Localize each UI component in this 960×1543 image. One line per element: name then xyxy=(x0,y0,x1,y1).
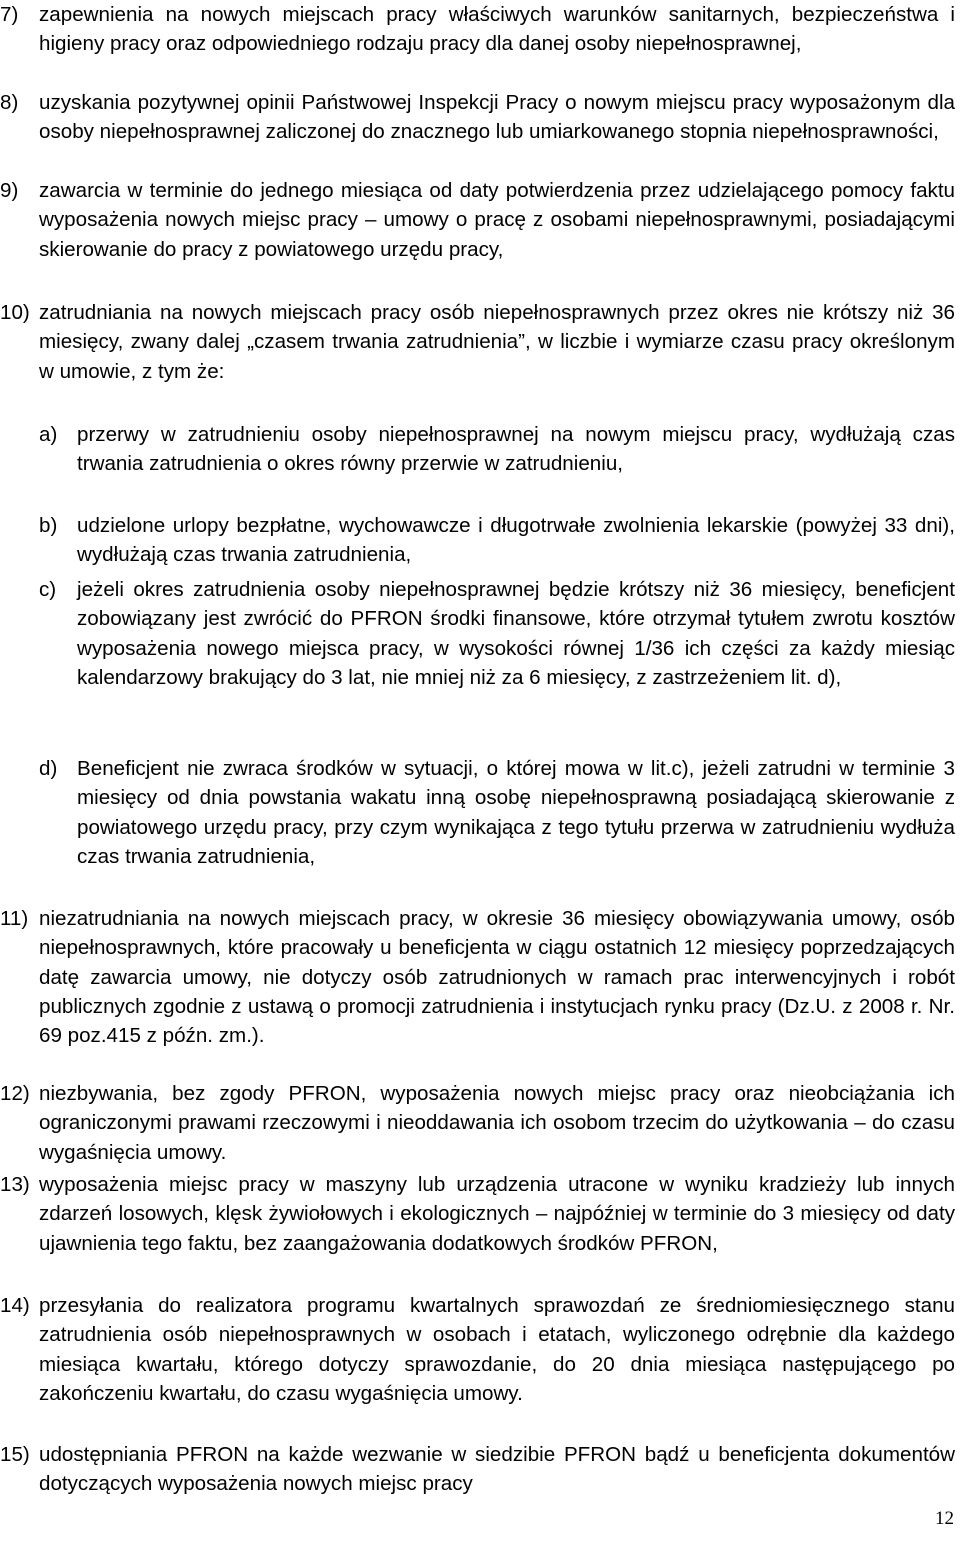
list-item-text: zatrudniania na nowych miejscach pracy osób niepełnosprawnych przez okres nie krótszy niż 36 miesięcy, zwany dalej „czasem trwania zatrudnienia”, w liczbie i wymiarze czasu pracy określonym w umowie, z tym że: xyxy=(39,301,955,383)
sub-item-a xyxy=(39,420,955,479)
list-item-number: 11) xyxy=(0,907,29,930)
list-item-10 xyxy=(0,298,955,386)
list-item-letter: d) xyxy=(39,757,58,780)
list-item-number: 13) xyxy=(0,1173,30,1196)
list-item-13 xyxy=(0,1170,955,1258)
list-item-text: uzyskania pozytywnej opinii Państwowej Inspekcji Pracy o nowym miejscu pracy wyposażonym dla osoby niepełnosprawnej zaliczonej do znacznego lub umiarkowanego stopnia niepełnosprawności, xyxy=(39,91,955,144)
list-item-text: zawarcia w terminie do jednego miesiąca od daty potwierdzenia przez udzielającego pomocy faktu wyposażenia nowych miejsc pracy – umowy o pracę z osobami niepełnosprawnymi, posiadającymi skierowanie do pracy z powiatowego urzędu pracy, xyxy=(39,179,955,261)
sub-item-b xyxy=(39,511,955,570)
list-item-text: Beneficjent nie zwraca środków w sytuacji, o której mowa w lit.c), jeżeli zatrudni w terminie 3 miesięcy od dnia powstania wakatu inną osobę niepełnosprawną posiadającą skierowanie z powiatowego urzędu pracy, przy czym wynikająca z tego tytułu przerwa w zatrudnieniu wydłuża czas trwania zatrudnienia, xyxy=(77,757,955,868)
list-item-text: jeżeli okres zatrudnienia osoby niepełnosprawnej będzie krótszy niż 36 miesięcy, beneficjent zobowiązany jest zwrócić do PFRON środki finansowe, które otrzymał tytułem zwrotu kosztów wyposażenia nowego miejsca pracy, w wysokości równej 1/36 ich części za każdy miesiąc kalendarzowy brakujący do 3 lat, nie mniej niż za 6 miesięcy, z zastrzeżeniem lit. d), xyxy=(77,578,955,689)
list-item-letter: c) xyxy=(39,578,57,601)
list-item-text: udostępniania PFRON na każde wezwanie w siedzibie PFRON bądź u beneficjenta dokumentów dotyczących wyposażenia nowych miejsc pracy xyxy=(39,1443,955,1496)
list-item-text: niezatrudniania na nowych miejscach pracy, w okresie 36 miesięcy obowiązywania umowy, osób niepełnosprawnych, które pracowały u beneficjenta w ciągu ostatnich 12 miesięcy poprzedzających datę zawarcia umowy, nie dotyczy osób zatrudnionych w ramach prac interwencyjnych i robót publicznych zgodnie z ustawą o promocji zatrudnienia i instytucjach rynku pracy (Dz.U. z 2008 r. Nr. 69 poz.415 z późn. zm.). xyxy=(39,907,955,1048)
list-item-14 xyxy=(0,1291,955,1408)
list-item-text: zapewnienia na nowych miejscach pracy właściwych warunków sanitarnych, bezpieczeństwa i higieny pracy oraz odpowiedniego rodzaju pracy dla danej osoby niepełnosprawnej, xyxy=(39,3,955,56)
list-item-8 xyxy=(0,88,955,147)
list-item-text: przesyłania do realizatora programu kwartalnych sprawozdań ze średniomiesięcznego stanu zatrudnienia osób niepełnosprawnych w osobach i etatach, wyliczonego odrębnie dla każdego miesiąca kwartału, którego dotyczy sprawozdanie, do 20 dnia miesiąca następującego po zakończeniu kwartału, do czasu wygaśnięcia umowy. xyxy=(39,1294,955,1405)
sub-item-d xyxy=(39,754,955,871)
list-item-letter: b) xyxy=(39,514,58,537)
page-number: 12 xyxy=(935,1508,954,1529)
list-item-number: 14) xyxy=(0,1294,30,1317)
list-item-text: przerwy w zatrudnieniu osoby niepełnosprawnej na nowym miejscu pracy, wydłużają czas trwania zatrudnienia o okres równy przerwie w zatrudnieniu, xyxy=(77,423,955,476)
list-item-11 xyxy=(0,904,955,1050)
list-item-7 xyxy=(0,0,955,59)
list-item-letter: a) xyxy=(39,423,58,446)
list-item-9 xyxy=(0,176,955,264)
list-item-text: wyposażenia miejsc pracy w maszyny lub urządzenia utracone w wyniku kradzieży lub innych zdarzeń losowych, klęsk żywiołowych i ekologicznych – najpóźniej w terminie do 3 miesięcy od daty ujawnienia tego faktu, bez zaangażowania dodatkowych środków PFRON, xyxy=(39,1173,955,1255)
list-item-number: 7) xyxy=(0,3,19,26)
list-item-number: 8) xyxy=(0,91,19,114)
list-item-number: 12) xyxy=(0,1082,30,1105)
list-item-12 xyxy=(0,1079,955,1167)
list-item-number: 10) xyxy=(0,301,30,324)
list-item-number: 9) xyxy=(0,179,19,202)
list-item-text: niezbywania, bez zgody PFRON, wyposażenia nowych miejsc pracy oraz nieobciążania ich ograniczonymi prawami rzeczowymi i nieoddawania ich osobom trzecim do użytkowania – do czasu wygaśnięcia umowy. xyxy=(39,1082,955,1164)
list-item-15 xyxy=(0,1440,955,1499)
list-item-number: 15) xyxy=(0,1443,30,1466)
list-item-text: udzielone urlopy bezpłatne, wychowawcze i długotrwałe zwolnienia lekarskie (powyżej 33 dni), wydłużają czas trwania zatrudnienia, xyxy=(77,514,955,567)
sub-item-c xyxy=(39,575,955,692)
